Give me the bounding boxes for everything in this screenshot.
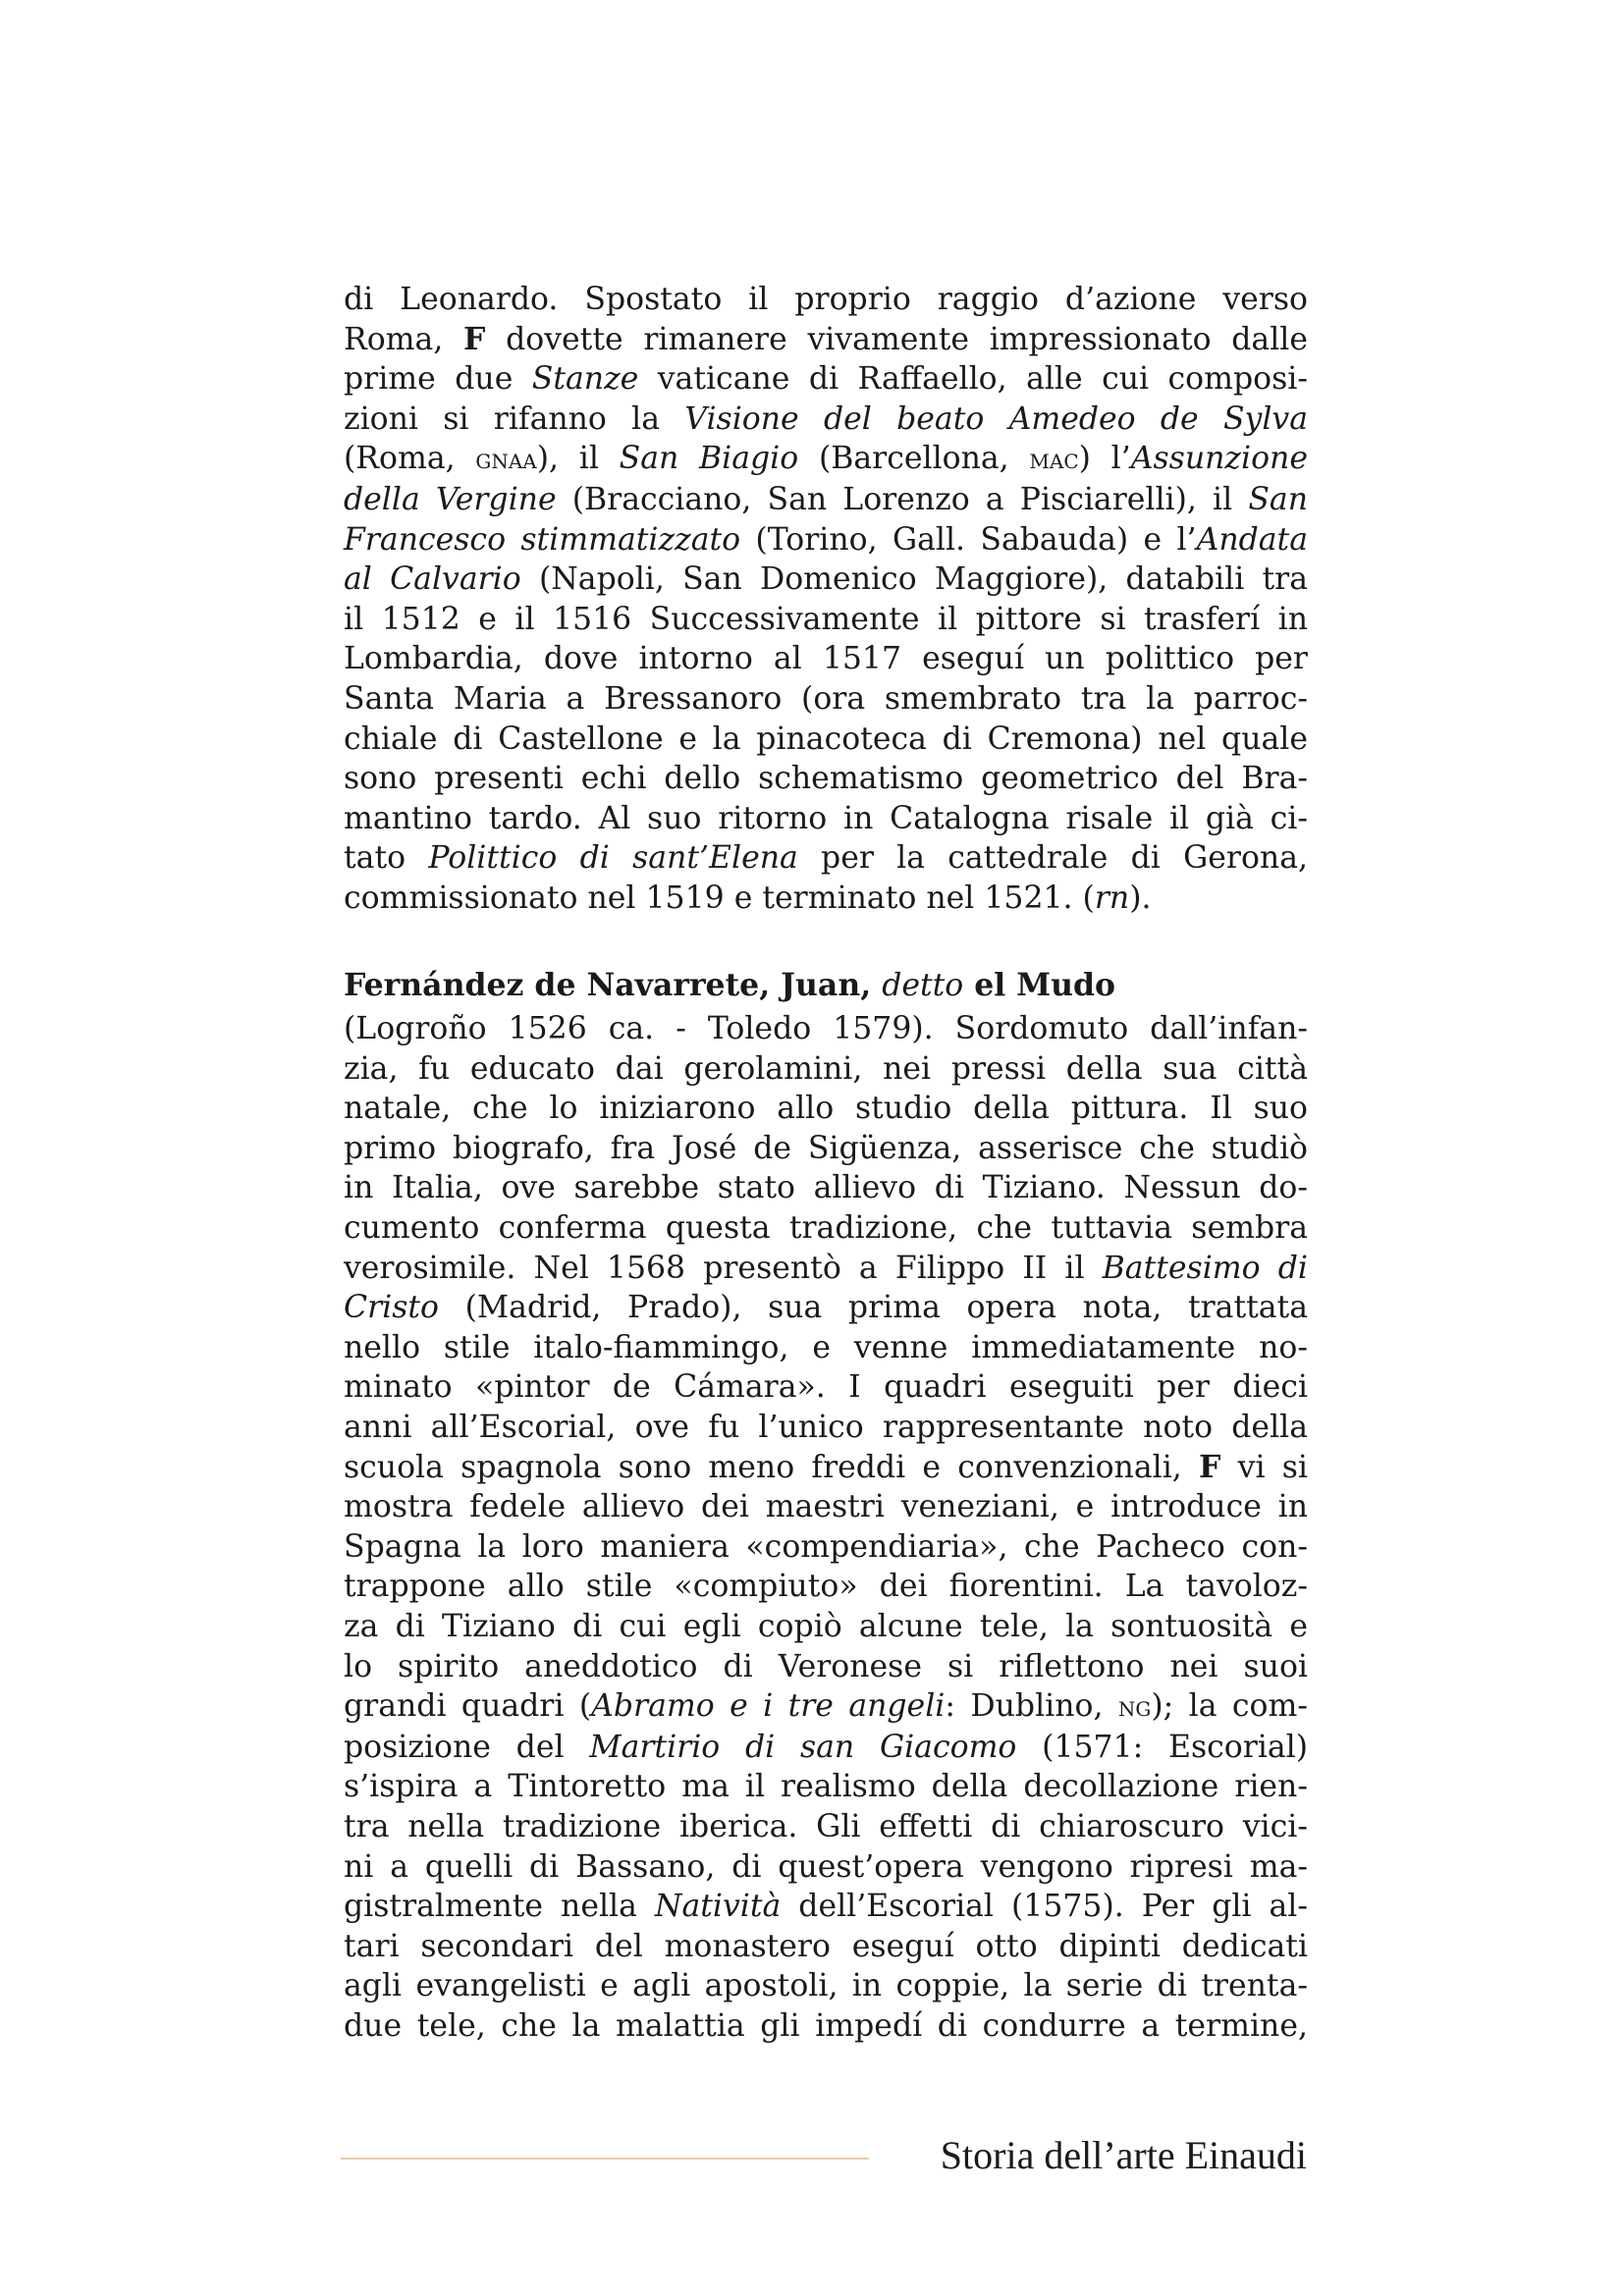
paragraph-line: s’ispira a Tintoretto ma il realismo della decollazione rien- xyxy=(344,1769,1308,1805)
paragraph-line: al Calvario (Napoli, San Domenico Maggiore), databili tra xyxy=(344,561,1308,598)
paragraph-line: tra nella tradizione iberica. Gli effetti di chiaroscuro vici- xyxy=(344,1808,1308,1844)
paragraph-line: verosimile. Nel 1568 presentò a Filippo II il Battesimo di xyxy=(344,1250,1308,1286)
paragraph-line: prime due Stanze vaticane di Raffaello, alle cui composi- xyxy=(344,361,1308,398)
paragraph-line: Lombardia, dove intorno al 1517 eseguí un polittico per xyxy=(344,641,1308,677)
paragraph-line: scuola spagnola sono meno freddi e convenzionali, F vi si xyxy=(344,1448,1309,1485)
paragraph-line: due tele, che la malattia gli impedí di condurre a termine, xyxy=(344,2007,1308,2044)
body-text xyxy=(344,280,1308,2047)
paragraph-line: zioni si rifanno la Visione del beato Amedeo de Sylva xyxy=(344,400,1308,437)
paragraph-line: di Leonardo. Spostato il proprio raggio d’azione verso xyxy=(344,282,1308,317)
paragraph-line: gistralmente nella Natività dell’Escorial (1575). Per gli al- xyxy=(344,1889,1308,1925)
paragraph-line: il 1512 e il 1516 Successivamente il pittore si trasferí in xyxy=(344,601,1308,637)
paragraph-line: ni a quelli di Bassano, di quest’opera vengono ripresi ma- xyxy=(344,1848,1308,1885)
paragraph-line: tari secondari del monastero eseguí otto dipinti dedicati xyxy=(344,1928,1308,1964)
paragraph-line: Spagna la loro maniera «compendiaria», che Pacheco con- xyxy=(344,1528,1308,1565)
paragraph-line: posizione del Martirio di san Giacomo (1571: Escorial) xyxy=(344,1729,1309,1765)
paragraph-line: Francesco stimmatizzato (Torino, Gall. Sabauda) e l’Andata xyxy=(344,521,1308,558)
paragraph-line: Santa Maria a Bressanoro (ora smembrato tra la parroc- xyxy=(344,680,1308,717)
paragraph-line: primo biografo, fra José de Sigüenza, asserisce che studiò xyxy=(344,1130,1308,1166)
paragraph-line: Roma, F dovette rimanere vivamente impressionato dalle xyxy=(344,320,1308,357)
paragraph-line: nello stile italo-fiammingo, e venne immediatamente no- xyxy=(344,1329,1308,1365)
paragraph-line: (Logroño 1526 ca. - Toledo 1579). Sordomuto dall’infan- xyxy=(344,1011,1308,1047)
paragraph-line: mantino tardo. Al suo ritorno in Catalogna risale il già ci- xyxy=(344,800,1308,836)
paragraph-line: (Roma, gnaa), il San Biagio (Barcellona, mac) l’Assunzione xyxy=(344,441,1308,477)
paragraph-line: trappone allo stile «compiuto» dei fiorentini. La tavoloz- xyxy=(344,1569,1308,1605)
paragraph-line: lo spirito aneddotico di Veronese si riflettono nei suoi xyxy=(344,1648,1308,1684)
paragraph-line: za di Tiziano di cui egli copiò alcune tele, la sontuosità e xyxy=(344,1609,1308,1644)
entry-heading: Fernández de Navarrete, Juan, detto el Mudo xyxy=(344,966,1116,1003)
footer-title: Storia dell’arte Einaudi xyxy=(940,2133,1307,2177)
paragraph-line: zia, fu educato dai gerolamini, nei pressi della sua città xyxy=(344,1050,1308,1087)
paragraph-line: cumento conferma questa tradizione, che tuttavia sembra xyxy=(344,1210,1308,1247)
paragraph-line: minato «pintor de Cámara». I quadri eseguiti per dieci xyxy=(344,1369,1308,1406)
paragraph-line: Cristo (Madrid, Prado), sua prima opera nota, trattata xyxy=(344,1290,1308,1326)
paragraph-line: grandi quadri (Abramo e i tre angeli: Dublino, ng); la com- xyxy=(344,1688,1309,1725)
paragraph-line: commissionato nel 1519 e terminato nel 1521. (rn). xyxy=(344,880,1152,916)
paragraph-line: mostra fedele allievo dei maestri veneziani, e introduce in xyxy=(344,1489,1308,1525)
paragraph-line: sono presenti echi dello schematismo geometrico del Bra- xyxy=(344,761,1308,797)
paragraph-line: chiale di Castellone e la pinacoteca di Cremona) nel quale xyxy=(344,721,1308,757)
paragraph-line: agli evangelisti e agli apostoli, in coppie, la serie di trenta- xyxy=(344,1968,1308,2004)
paragraph-line: della Vergine (Bracciano, San Lorenzo a Pisciarelli), il San xyxy=(344,481,1308,517)
paragraph-line: natale, che lo iniziarono allo studio della pittura. Il suo xyxy=(344,1091,1308,1127)
paragraph-line: tato Polittico di sant’Elena per la cattedrale di Gerona, xyxy=(344,840,1309,877)
paragraph-line: anni all’Escorial, ove fu l’unico rappresentante noto della xyxy=(344,1410,1308,1446)
paragraph-line: in Italia, ove sarebbe stato allievo di Tiziano. Nessun do- xyxy=(344,1170,1308,1206)
footer-rule xyxy=(341,2158,869,2160)
